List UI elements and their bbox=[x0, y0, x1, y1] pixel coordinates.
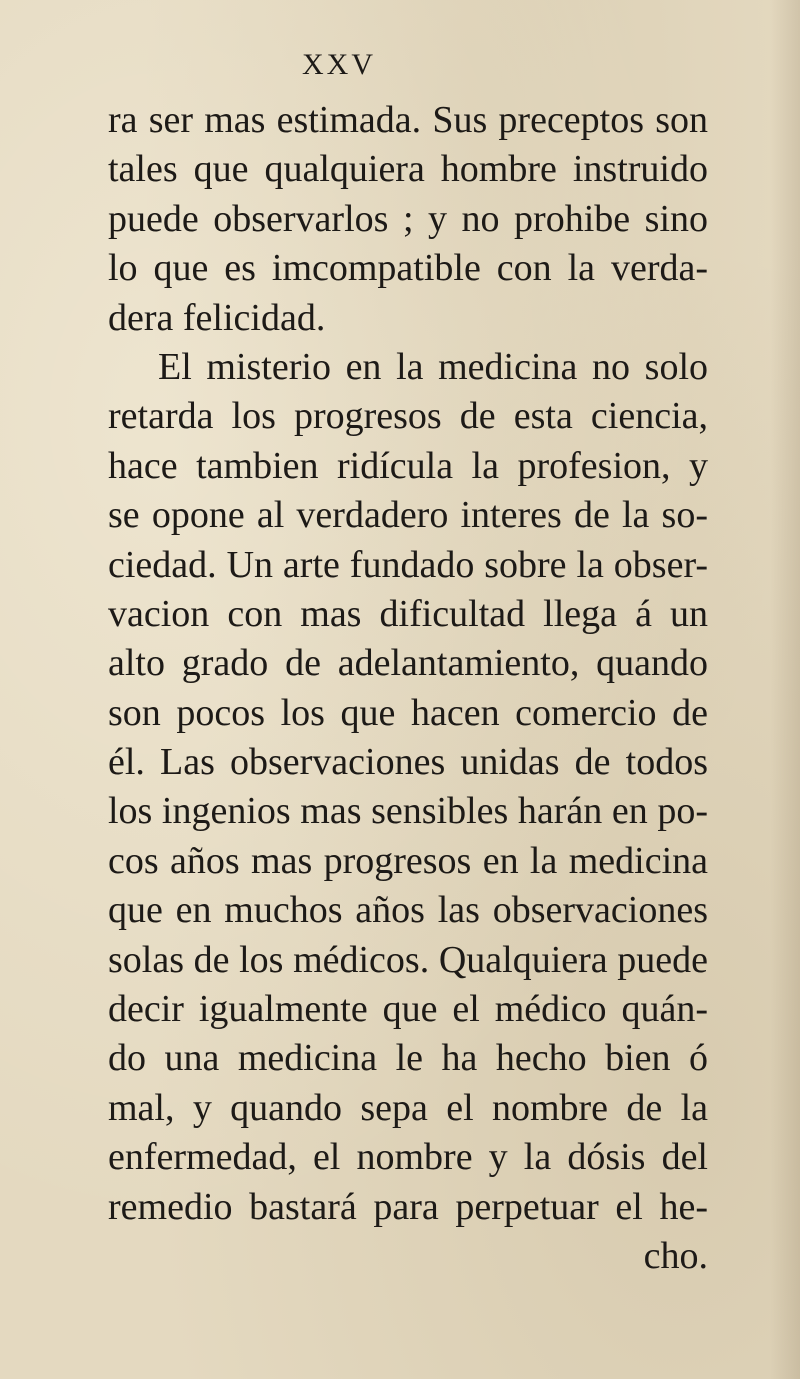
text-line: que en muchos años las observaciones bbox=[108, 889, 708, 932]
text-line: vacion con mas dificultad llega á un bbox=[108, 592, 708, 635]
text-body bbox=[108, 96, 708, 1281]
text-line: hace tambien ridícula la profesion, y bbox=[108, 444, 708, 487]
text-line: do una medicina le ha hecho bien ó bbox=[108, 1037, 708, 1080]
text-line: se opone al verdadero interes de la so- bbox=[108, 494, 708, 537]
text-line: él. Las observaciones unidas de todos bbox=[108, 741, 708, 784]
text-line: decir igualmente que el médico quán- bbox=[108, 988, 708, 1031]
text-line: remedio bastará para perpetuar el he- bbox=[108, 1185, 708, 1228]
text-line: tales que qualquiera hombre instruido bbox=[108, 148, 708, 191]
text-line: lo que es imcompatible con la verda- bbox=[108, 247, 708, 290]
text-line: son pocos los que hacen comercio de bbox=[108, 691, 708, 734]
text-line: alto grado de adelantamiento, quando bbox=[108, 642, 708, 685]
text-line: solas de los médicos. Qualquiera puede bbox=[108, 938, 708, 981]
text-line: ra ser mas estimada. Sus preceptos son bbox=[108, 99, 708, 141]
text-line: ciedad. Un arte fundado sobre la obser- bbox=[108, 543, 708, 586]
text-line: los ingenios mas sensibles harán en po- bbox=[108, 790, 708, 833]
text-line: dera felicidad. bbox=[108, 296, 326, 339]
paragraph-start-line: El misterio en la medicina no solo bbox=[158, 345, 708, 388]
text-line: retarda los progresos de esta ciencia, bbox=[108, 395, 708, 438]
text-line: cos años mas progresos en la medicina bbox=[108, 839, 708, 882]
text-line: enfermedad, el nombre y la dósis del bbox=[108, 1136, 708, 1179]
text-line: puede observarlos ; y no prohibe sino bbox=[108, 197, 708, 240]
page-number: XXV bbox=[302, 48, 376, 81]
text-line-final: cho. bbox=[643, 1234, 708, 1277]
page-edge-shadow bbox=[770, 0, 800, 1379]
text-line: mal, y quando sepa el nombre de la bbox=[108, 1086, 708, 1129]
